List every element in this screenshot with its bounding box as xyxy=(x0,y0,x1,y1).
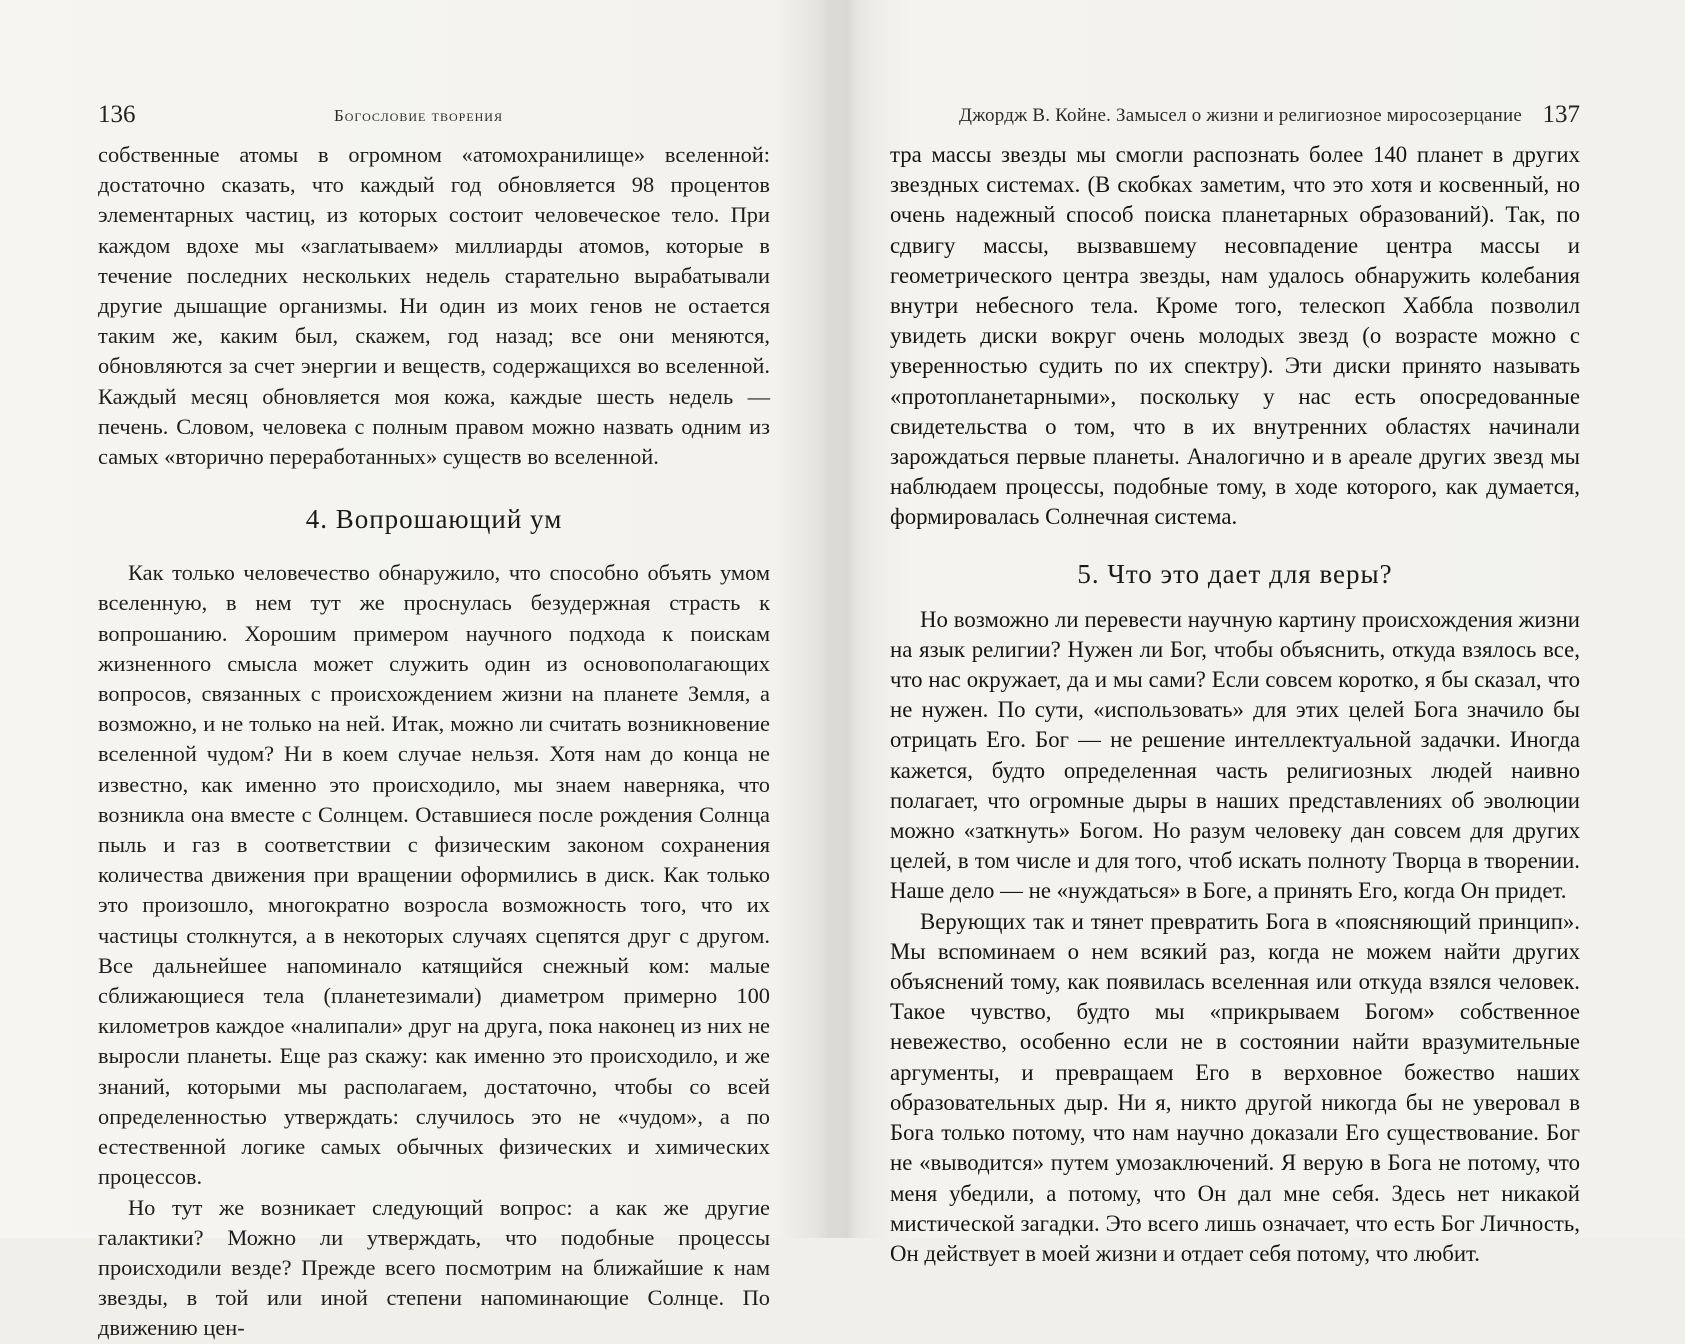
book-gutter xyxy=(815,0,875,1238)
right-paragraph-1: тра массы звезды мы смогли распознать более 140 планет в других звездных системах. (В скобках заметим, что это хотя и косвенный, но очень надежный способ поиска планетарных образований). Так, по сдвигу массы, вызвавшему несовпадение центра массы и геометрического центра звезды, нам удалось обнаружить колебания внутри небесного тела. Кроме того, телескоп Хаббла позволил увидеть диски вокруг очень молодых звезд (о возрасте можно с уверенностью судить по их спектру). Эти диски принято называть «протопланетарными», поскольку у нас есть опосредованные свидетельства о том, что в их внутренних областях начинали зарождаться первые планеты. Аналогично и в ареале других звезд мы наблюдаем процессы, подобные тому, в ходе которого, как думается, формировалась Солнечная система. xyxy=(890,142,1580,530)
left-page xyxy=(98,0,770,1341)
left-paragraph-2: Как только человечество обнаружило, что способно объять умом вселенную, в нем тут же проснулась безудержная страсть к вопрошанию. Хорошим примером научного подхода к поискам жизненного смысла может служить один из основополагающих вопросов, связанных с происхождением жизни на планете Земля, а возможно, и не только на ней. Итак, можно ли считать возникновение вселенной чудом? Ни в коем случае нельзя. Хотя нам до конца не известно, как именно это происходило, мы знаем наверняка, что возникла она вместе с Солнцем. Оставшиеся после рождения Солнца пыль и газ в соответствии с физическим законом сохранения количества движения при вращении оформились в диск. Как только это произошло, многократно возросла возможность того, что их частицы столкнутся, а в некоторых случаях сцепятся друг с другом. Все дальнейшее напоминало катящийся снежный ком: малые сближающиеся тела (планетезимали) диаметром примерно 100 километров каждое «налипали» друг на друга, пока наконец из них не выросли планеты. Еще раз скажу: как именно это происходило, и же знаний, которыми мы располагаем, достаточно, чтобы со всей определенностью утверждать: случилось это не «чудом», а по естественной логике самых обычных физических и химических процессов. xyxy=(98,560,770,1190)
right-page xyxy=(890,0,1580,1266)
page-number-left: 136 xyxy=(98,101,136,128)
running-title-left: Богословие творения xyxy=(334,106,503,125)
right-running-head xyxy=(890,98,1580,132)
page-number-right: 137 xyxy=(1542,101,1580,128)
left-page-body xyxy=(98,140,770,1344)
right-paragraph-2: Но возможно ли перевести научную картину происхождения жизни на язык религии? Нужен ли Бог, чтобы объяснить, откуда взялось все, что нас окружает, да и мы сами? Если совсем коротко, я бы сказал, что не нужен. По сути, «использовать» для этих целей Бога значило бы отрицать Его. Бог — не решение интеллектуальной задачки. Иногда кажется, будто определенная часть религиозных людей наивно полагает, что огромные дыры в наших представлениях об эволюции можно «заткнуть» Богом. Но разум человеку дан совсем для других целей, в том числе и для того, чтоб искать полноту Творца в творении. Наше дело — не «нуждаться» в Боге, а принять Его, когда Он придет. xyxy=(890,606,1580,904)
right-paragraph-3: Верующих так и тянет превратить Бога в «поясняющий принцип». Мы вспоминаем о нем всякий раз, когда не можем найти других объяснений тому, как появилась вселенная или откуда взялся человек. Такое чувство, будто мы «прикрываем Богом» собственное невежество, особенно если не в состоянии найти вразумительные аргументы, и превращаем Его в верховное божество наших образовательных дыр. Ни я, никто другой никогда бы не уверовал в Бога только потому, что нам научно доказали Его существование. Бог не «выводится» путем умозаключений. Я верую в Бога не потому, что меня убедили, а потому, что Он дал мне себя. Здесь нет никакой мистической загадки. Это всего лишь означает, что есть Бог Личность, Он действует в моей жизни и отдает себя потому, что любит. xyxy=(890,908,1580,1266)
section-heading-4: 4. Вопрошающий ум xyxy=(305,504,563,535)
left-running-head xyxy=(98,98,770,132)
left-paragraph-3: Но тут же возникает следующий вопрос: а как же другие галактики? Можно ли утверждать, что подобные процессы происходили везде? Прежде всего посмотрим на ближайшие к нам звезды, в той или иной степени напоминающие Солнце. По движению цен- xyxy=(98,1194,770,1341)
running-title-right: Джордж В. Койне. Замысел о жизни и религиозное миросозерцание xyxy=(959,105,1522,126)
section-heading-5: 5. Что это дает для веры? xyxy=(1077,558,1393,589)
right-page-body xyxy=(890,140,1580,1269)
left-paragraph-1: собственные атомы в огромном «атомохранилище» вселенной: достаточно сказать, что каждый год обновляется 98 процентов элементарных частиц, из которых состоит человеческое тело. При каждом вдохе мы «заглатываем» миллиарды атомов, которые в течение последних нескольких недель старательно вырабатывали другие дышащие организмы. Ни один из моих генов не остается таким же, каким был, скажем, год назад; все они меняются, обновляются за счет энергии и веществ, содержащихся во вселенной. Каждый месяц обновляется моя кожа, каждые шесть недель — печень. Словом, человека с полным правом можно назвать одним из самых «вторично переработанных» существ во вселенной. xyxy=(98,142,770,470)
